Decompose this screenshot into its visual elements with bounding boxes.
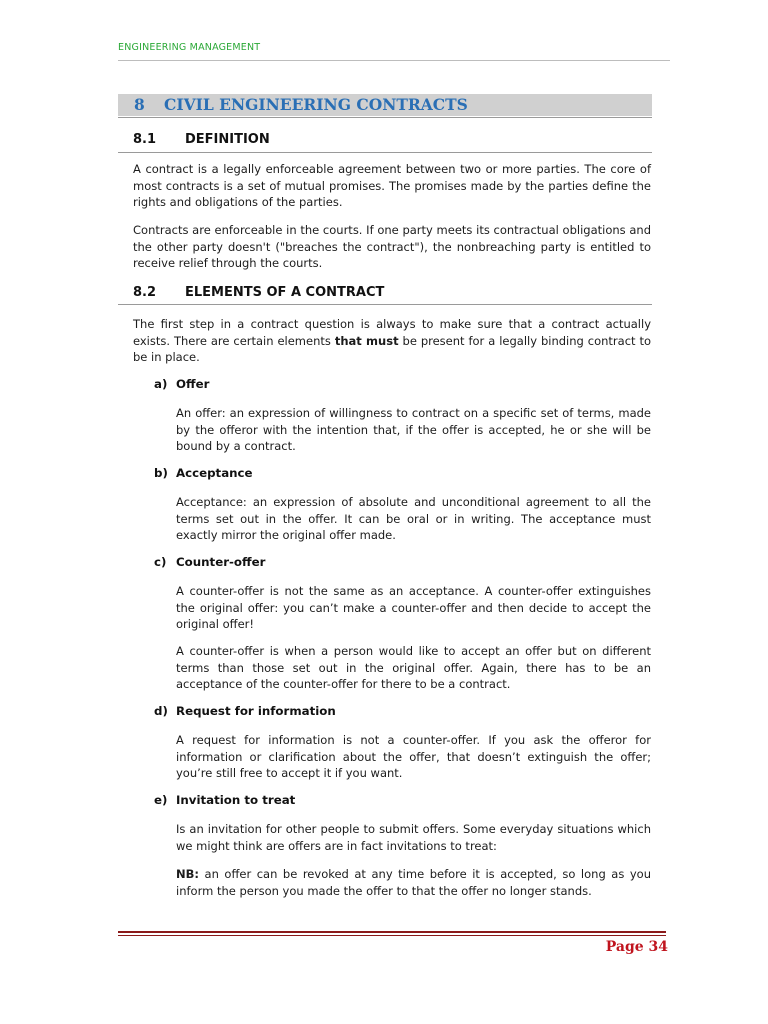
item-title: Offer (176, 377, 210, 391)
item-counter-offer-heading (154, 555, 265, 569)
section-title: DEFINITION (185, 132, 270, 147)
nb-note (176, 866, 651, 899)
elements-intro (133, 316, 651, 366)
chapter-title: CIVIL ENGINEERING CONTRACTS (164, 95, 468, 114)
item-counter-offer-text-2: A counter-offer is when a person would like to accept an offer but on different terms than those set out in the original offer. Again, there has to be an acceptance of the counter-offer for there to be a contract. (176, 644, 651, 691)
section-number: 8.2 (133, 285, 157, 300)
item-counter-offer-text-1: A counter-offer is not the same as an acceptance. A counter-offer extinguishes the original offer: you can’t make a counter-offer and then decide to accept the original offer! (176, 584, 651, 631)
section-heading-8-1 (133, 132, 270, 147)
item-letter: c) (154, 555, 167, 569)
item-acceptance-heading (154, 466, 253, 480)
item-title: Invitation to treat (176, 793, 296, 807)
footer-divider-thin (118, 935, 666, 936)
section-number: 8.1 (133, 132, 157, 147)
item-title: Counter-offer (176, 555, 266, 569)
item-invitation-heading (154, 793, 295, 807)
running-header: ENGINEERING MANAGEMENT (118, 42, 261, 53)
section-heading-8-2 (133, 285, 384, 300)
intro-emphasis: that must (334, 333, 399, 348)
section-divider (118, 304, 652, 305)
nb-text: an offer can be revoked at any time before it is accepted, so long as you inform the person you made the offer to that the offer no longer stands. (176, 867, 651, 898)
item-title: Acceptance (176, 466, 253, 480)
item-letter: a) (154, 377, 168, 391)
page-number: Page 34 (605, 939, 668, 955)
item-offer-text: An offer: an expression of willingness to contract on a specific set of terms, made by the offeror with the intention that, if the offer is accepted, he or she will be bound by a contract. (176, 406, 651, 453)
header-divider (118, 60, 670, 61)
intro-text: be present for a legally binding contract to be in place. (133, 333, 652, 364)
item-offer-heading (154, 377, 209, 391)
nb-label: NB: (176, 867, 199, 881)
definition-paragraph-2: Contracts are enforceable in the courts. If one party meets its contractual obligations and the other party doesn't ("breaches the contract"), the nonbreaching party is entitled to receive relief through the courts. (133, 223, 651, 270)
item-invitation-text: Is an invitation for other people to submit offers. Some everyday situations which we might think are offers are in fact invitations to treat: (176, 822, 651, 853)
item-acceptance-text: Acceptance: an expression of absolute and unconditional agreement to all the terms set out in the offer. It can be oral or in writing. The acceptance must exactly mirror the original offer made. (176, 495, 651, 542)
item-letter: e) (154, 793, 168, 807)
section-title: ELEMENTS OF A CONTRACT (185, 285, 385, 300)
item-letter: b) (154, 466, 168, 480)
section-divider (118, 152, 652, 153)
item-letter: d) (154, 704, 168, 718)
item-title: Request for information (176, 704, 336, 718)
footer-divider-thick (118, 931, 666, 933)
chapter-number: 8 (134, 95, 145, 114)
item-request-info-heading (154, 704, 336, 718)
chapter-heading (118, 94, 652, 116)
item-request-info-text: A request for information is not a counter-offer. If you ask the offeror for information or clarification about the offer, that doesn’t extinguish the offer; you’re still free to accept it if you want. (176, 733, 651, 780)
chapter-divider (118, 117, 652, 118)
definition-paragraph-1: A contract is a legally enforceable agreement between two or more parties. The core of most contracts is a set of mutual promises. The promises made by the parties define the rights and obligations of the parties. (133, 162, 651, 209)
intro-text: The first step in a contract question is always to make sure that a contract actually exists. There are certain elements (133, 317, 651, 348)
